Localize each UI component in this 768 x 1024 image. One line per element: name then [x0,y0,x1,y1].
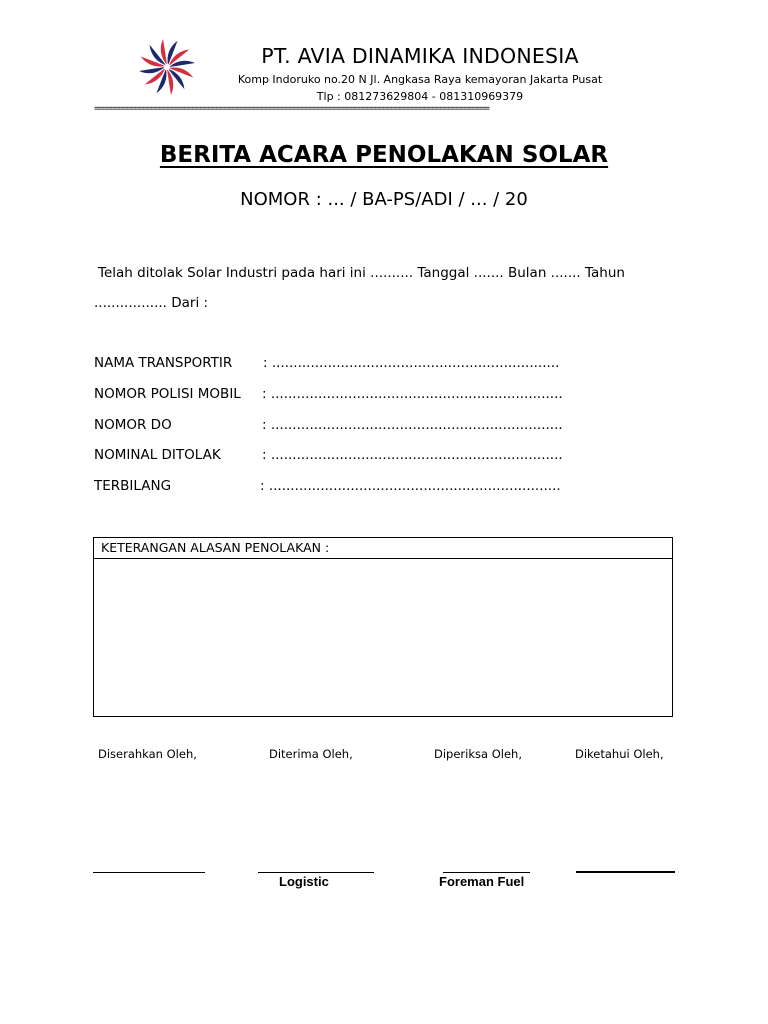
company-address: Komp Indoruko no.20 N Jl. Angkasa Raya kemayoran Jakarta Pusat [237,73,603,86]
document-title: BERITA ACARA PENOLAKAN SOLAR [159,142,609,168]
field-value-terbilang: : .................................................................... [260,478,561,494]
signature-label-diterima: Diterima Oleh, [269,747,353,761]
intro-line-1: Telah ditolak Solar Industri pada hari ini .......... Tanggal ....... Bulan ....... Tahun [98,265,625,281]
field-label-nomor-do: NOMOR DO [94,417,172,433]
signature-line-diterima [258,872,374,873]
signature-name-logistic: Logistic [279,874,329,889]
field-label-terbilang: TERBILANG [94,478,172,494]
field-value-nomor-do: : .................................................................... [262,417,563,433]
company-logo [134,37,200,97]
signature-label-diketahui: Diketahui Oleh, [575,747,664,761]
field-value-nominal-ditolak: : .................................................................... [262,447,563,463]
field-value-nomor-polisi: : .................................................................... [262,386,563,402]
field-value-nama-transportir: : ................................................................... [263,355,560,371]
signature-line-diperiksa [443,872,530,873]
signature-line-diketahui [576,871,675,873]
company-phone: Tlp : 081273629804 - 081310969379 [316,90,524,103]
header-divider: ================================================================================================= [94,104,489,114]
document-number: NOMOR : ... / BA-PS/ADI / ... / 20 [240,189,528,210]
signature-line-diserahkan [93,872,205,873]
field-label-nama-transportir: NAMA TRANSPORTIR [94,355,233,371]
field-label-nominal-ditolak: NOMINAL DITOLAK [94,447,221,463]
remarks-header: KETERANGAN ALASAN PENOLAKAN : [94,538,672,559]
pinwheel-logo-icon [134,37,200,97]
signature-label-diperiksa: Diperiksa Oleh, [434,747,522,761]
intro-line-2: ................. Dari : [94,295,209,311]
remarks-box [93,537,673,717]
signature-label-diserahkan: Diserahkan Oleh, [98,747,197,761]
company-name: PT. AVIA DINAMIKA INDONESIA [261,44,579,68]
field-label-nomor-polisi: NOMOR POLISI MOBIL [94,386,241,402]
signature-name-foreman-fuel: Foreman Fuel [439,874,525,889]
